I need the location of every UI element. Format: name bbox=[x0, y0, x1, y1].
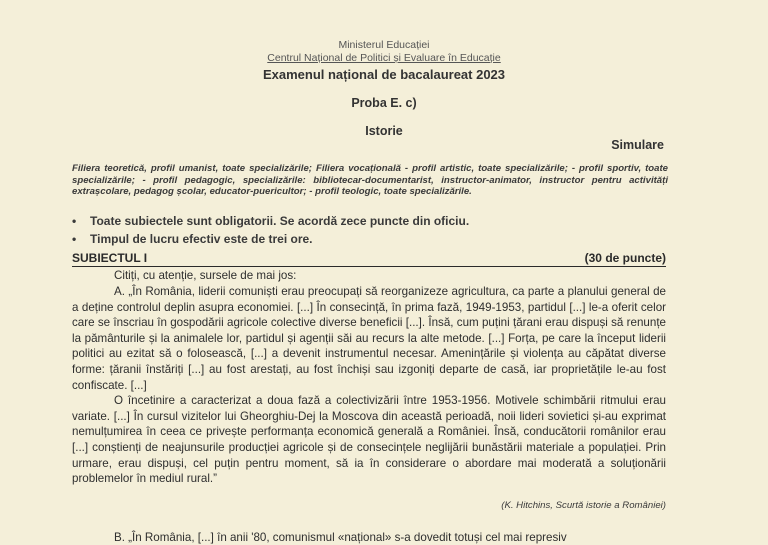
instruction-text: Citiți, cu atenție, sursele de mai jos: bbox=[114, 269, 297, 282]
filiere-text: Filiera teoretică, profil umanist, toate specializările; Filiera vocațională - profil artistic, toate specializările; - profil sportiv, toate specializările; - profil pedagogic, specializările: bibliotecar-documentarist, instructor-animator, instructor pentru activități extrașcolare, pedagog școlar, educator-puericultor; - profil teologic, toate specializările. bbox=[72, 163, 668, 197]
subiect-heading bbox=[72, 251, 666, 267]
source-a-paragraph-2: O încetinire a caracterizat a doua fază a colectivizării între 1953-1956. Motivele schimbării ritmului erau variate. [...] În cursul vizitelor lui Gheorghiu-Dej la Moscova din această perioadă, noii lideri sovietici și-au exprimat nemulțumirea în ceea ce privește performanța economică generală a României. Însă, conducătorii românilor erau [...] conștienți de neajunsurile producției agricole și de consecințele neglijării bunăstării materiale a populației. Prin urmare, erau dispuși, cel puțin pentru moment, să ia în considerare o abordare mai moderată a soluționării problemelor în mediul rural.” bbox=[72, 394, 666, 486]
bullet-icon: • bbox=[72, 214, 77, 228]
subiect-title: SUBIECTUL I bbox=[72, 251, 148, 265]
ministry-name: Ministerul Educației bbox=[338, 39, 430, 51]
exam-title: Examenul național de bacalaureat 2023 bbox=[262, 67, 506, 82]
subject-title: Istorie bbox=[365, 124, 403, 138]
rule-item bbox=[72, 230, 672, 248]
rule-text: Toate subiectele sunt obligatorii. Se acordă zece puncte din oficiu. bbox=[90, 214, 470, 228]
session-label: Simulare bbox=[611, 138, 664, 152]
source-a-paragraph-1: A. „În România, liderii comuniști erau preocupați să reorganizeze agricultura, ca parte a planului general de a deține controlul deplin asupra economiei. [...] În consecință, în prima fază, 1949-1953, partidul [...] le-a oferit celor care se înscriau în gospodării agricole colective diverse beneficii [...]. Însă, cum puțini țărani erau dispuși să renunțe la pământurile și la animalele lor, partidul și agenții săi au recurs la alte metode. [...] Forța, pe care la început liderii politici au ezitat să o folosească, [...] a devenit instrumentul necesar. Amenințările și violența au căpătat diverse forme: țăranii înstăriți [...] au fost arestați, au fost închiși sau izgoniți departe de casă, iar proprietățile le-au fost confiscate. [...] bbox=[72, 285, 666, 392]
center-name: Centrul Național de Politici și Evaluare în Educație bbox=[267, 52, 501, 64]
rule-item bbox=[72, 212, 672, 230]
source-a-citation: (K. Hitchins, Scurtă istorie a României) bbox=[501, 500, 666, 511]
source-b bbox=[72, 530, 666, 545]
proba-label: Proba E. c) bbox=[351, 96, 417, 110]
rules-list bbox=[72, 212, 672, 248]
rule-text: Timpul de lucru efectiv este de trei ore. bbox=[90, 232, 313, 246]
instruction bbox=[72, 268, 666, 284]
source-a bbox=[72, 284, 666, 487]
subiect-points: (30 de puncte) bbox=[584, 251, 666, 265]
bullet-icon: • bbox=[72, 232, 77, 246]
source-b-text: B. „În România, [...] în anii '80, comunismul «național» s-a dovedit totuși cel mai represiv bbox=[114, 531, 567, 544]
